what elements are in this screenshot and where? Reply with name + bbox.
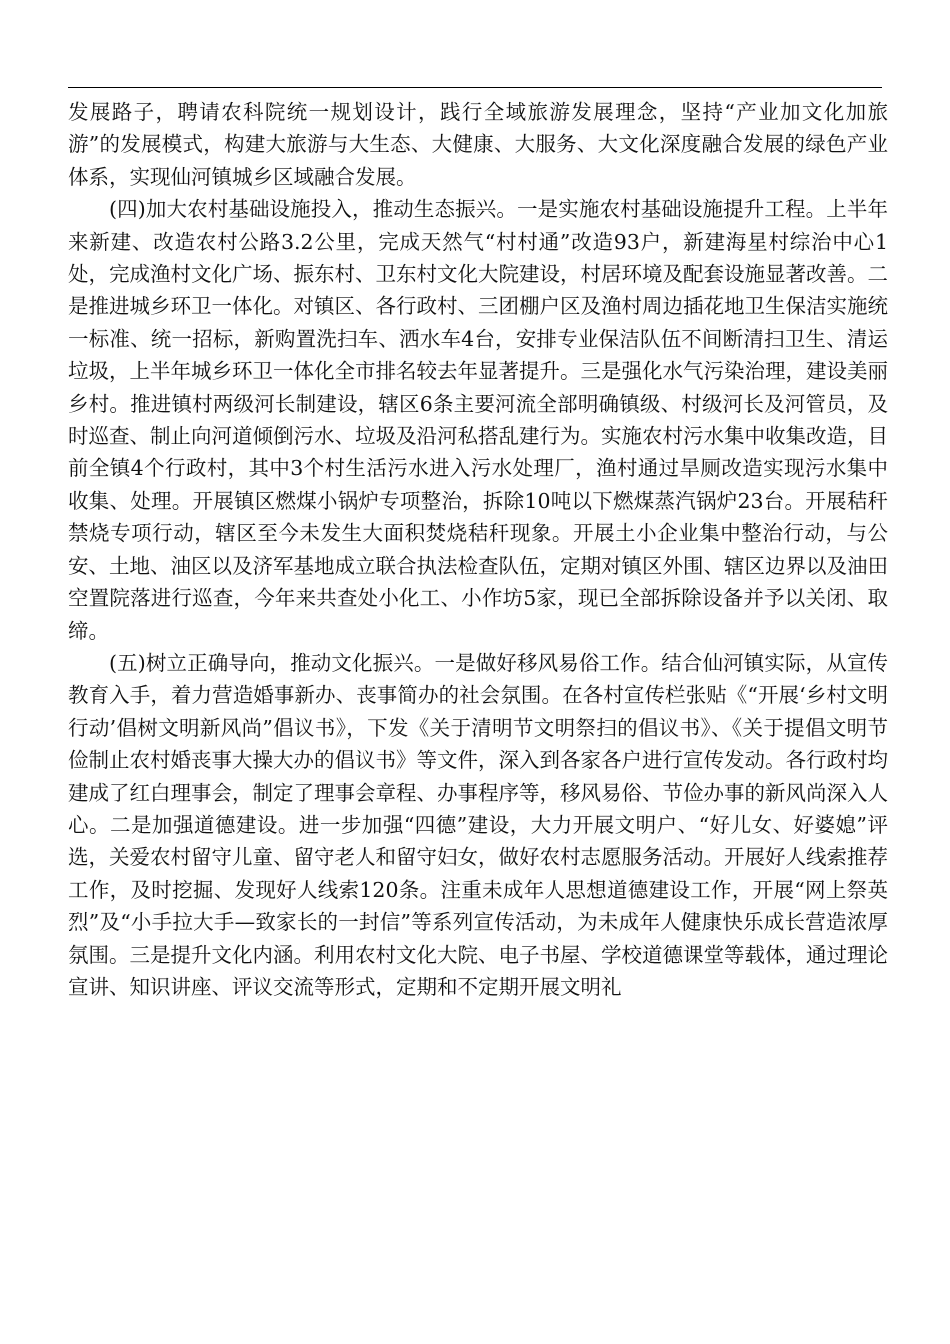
paragraph-continuation: 发展路子，聘请农科院统一规划设计，践行全域旅游发展理念，坚持“产业加文化加旅游”的发展模式，构建大旅游与大生态、大健康、大服务、大文化深度融合发展的绿色产业体系，实现仙河镇城乡区域融合发展。: [68, 100, 888, 189]
paragraph-ecological-revitalization: (四)加大农村基础设施投入，推动生态振兴。一是实施农村基础设施提升工程。上半年来新建、改造农村公路3.2公里，完成天然气“村村通”改造93户，新建海星村综治中心1处，完成渔村文化广场、振东村、卫东村文化大院建设，村居环境及配套设施显著改善。二是推进城乡环卫一体化。对镇区、各行政村、三团棚户区及渔村周边插花地卫生保洁实施统一标准、统一招标，新购置洗扫车、洒水车4台，安排专业保洁队伍不间断清扫卫生、清运垃圾，上半年城乡环卫一体化全市排名较去年显著提升。三是强化水气污染治理，建设美丽乡村。推进镇村两级河长制建设，辖区6条主要河流全部明确镇级、村级河长及河管员，及时巡查、制止向河道倾倒污水、垃圾及沿河私搭乱建行为。实施农村污水集中收集改造，目前全镇4个行政村，其中3个村生活污水进入污水处理厂，渔村通过旱厕改造实现污水集中收集、处理。开展镇区燃煤小锅炉专项整治，拆除10吨以下燃煤蒸汽锅炉23台。开展秸秆禁烧专项行动，辖区至今未发生大面积焚烧秸秆现象。开展土小企业集中整治行动，与公安、土地、油区以及济军基地成立联合执法检查队伍，定期对镇区外围、辖区边界以及油田空置院落进行巡查，今年来共查处小化工、小作坊5家，现已全部拆除设备并予以关闭、取缔。: [68, 197, 888, 643]
header-rule: [68, 87, 882, 88]
document-body: [68, 96, 888, 1003]
paragraph-cultural-revitalization: (五)树立正确导向，推动文化振兴。一是做好移风易俗工作。结合仙河镇实际，从宣传教育入手，着力营造婚事新办、丧事简办的社会氛围。在各村宣传栏张贴《“开展‘乡村文明行动’倡树文明新风尚”倡议书》，下发《关于清明节文明祭扫的倡议书》、《关于提倡文明节俭制止农村婚丧事大操大办的倡议书》等文件，深入到各家各户进行宣传发动。各行政村均建成了红白理事会，制定了理事会章程、办事程序等，移风易俗、节俭办事的新风尚深入人心。二是加强道德建设。进一步加强“四德”建设，大力开展文明户、“好儿女、好婆媳”评选，关爱农村留守儿童、留守老人和留守妇女，做好农村志愿服务活动。开展好人线索推荐工作，及时挖掘、发现好人线索120条。注重未成年人思想道德建设工作，开展“网上祭英烈”及“小手拉大手—致家长的一封信”等系列宣传活动，为未成年人健康快乐成长营造浓厚氛围。三是提升文化内涵。利用农村文化大院、电子书屋、学校道德课堂等载体，通过理论宣讲、知识讲座、评议交流等形式，定期和不定期开展文明礼: [68, 650, 888, 999]
